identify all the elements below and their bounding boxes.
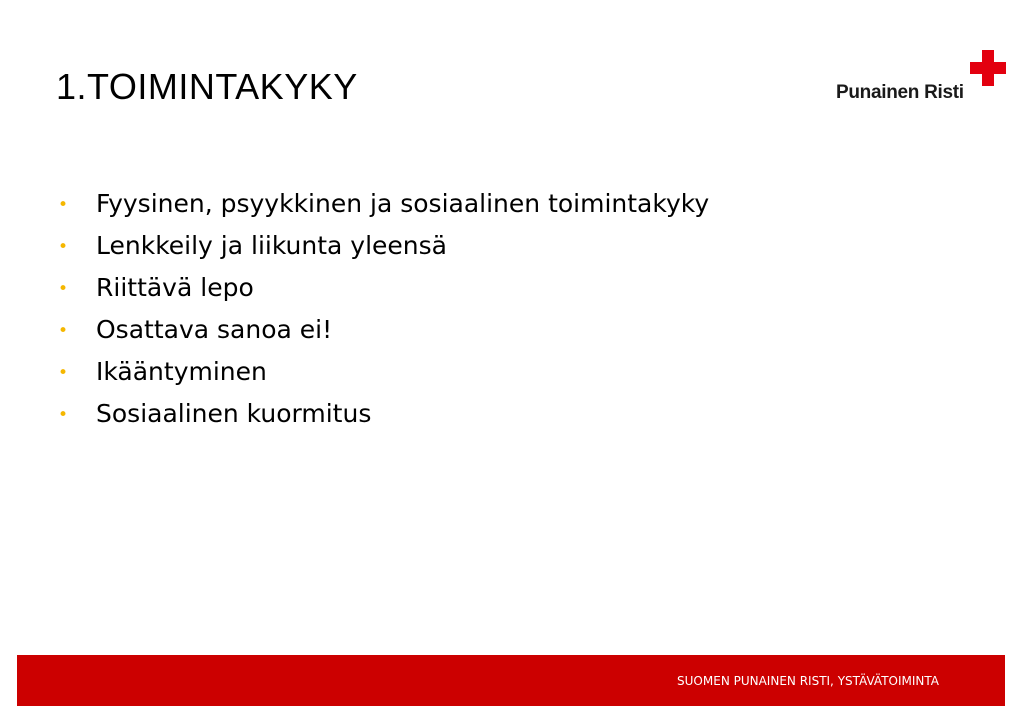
logo-text: Punainen Risti <box>836 82 964 103</box>
bullet-icon: • <box>58 195 69 215</box>
bullet-text: Osattava sanoa ei! <box>96 315 333 344</box>
bullet-icon: • <box>58 321 69 341</box>
bullet-icon: • <box>58 237 69 257</box>
slide-title: 1.TOIMINTAKYKY <box>56 66 358 107</box>
footer-bar <box>17 655 1005 706</box>
bullet-icon: • <box>58 363 69 383</box>
bullet-text: Ikääntyminen <box>96 357 267 386</box>
footer-text: SUOMEN PUNAINEN RISTI, YSTÄVÄTOIMINTA <box>677 674 939 688</box>
bullet-text: Riittävä lepo <box>96 273 254 302</box>
red-cross-logo <box>836 50 1008 106</box>
bullet-text: Lenkkeily ja liikunta yleensä <box>96 231 448 260</box>
bullet-text: Sosiaalinen kuormitus <box>96 399 372 428</box>
red-cross-icon <box>970 50 1006 86</box>
bullet-icon: • <box>58 279 69 299</box>
bullet-text: Fyysinen, psyykkinen ja sosiaalinen toimintakyky <box>96 189 710 218</box>
bullet-icon: • <box>58 405 69 425</box>
